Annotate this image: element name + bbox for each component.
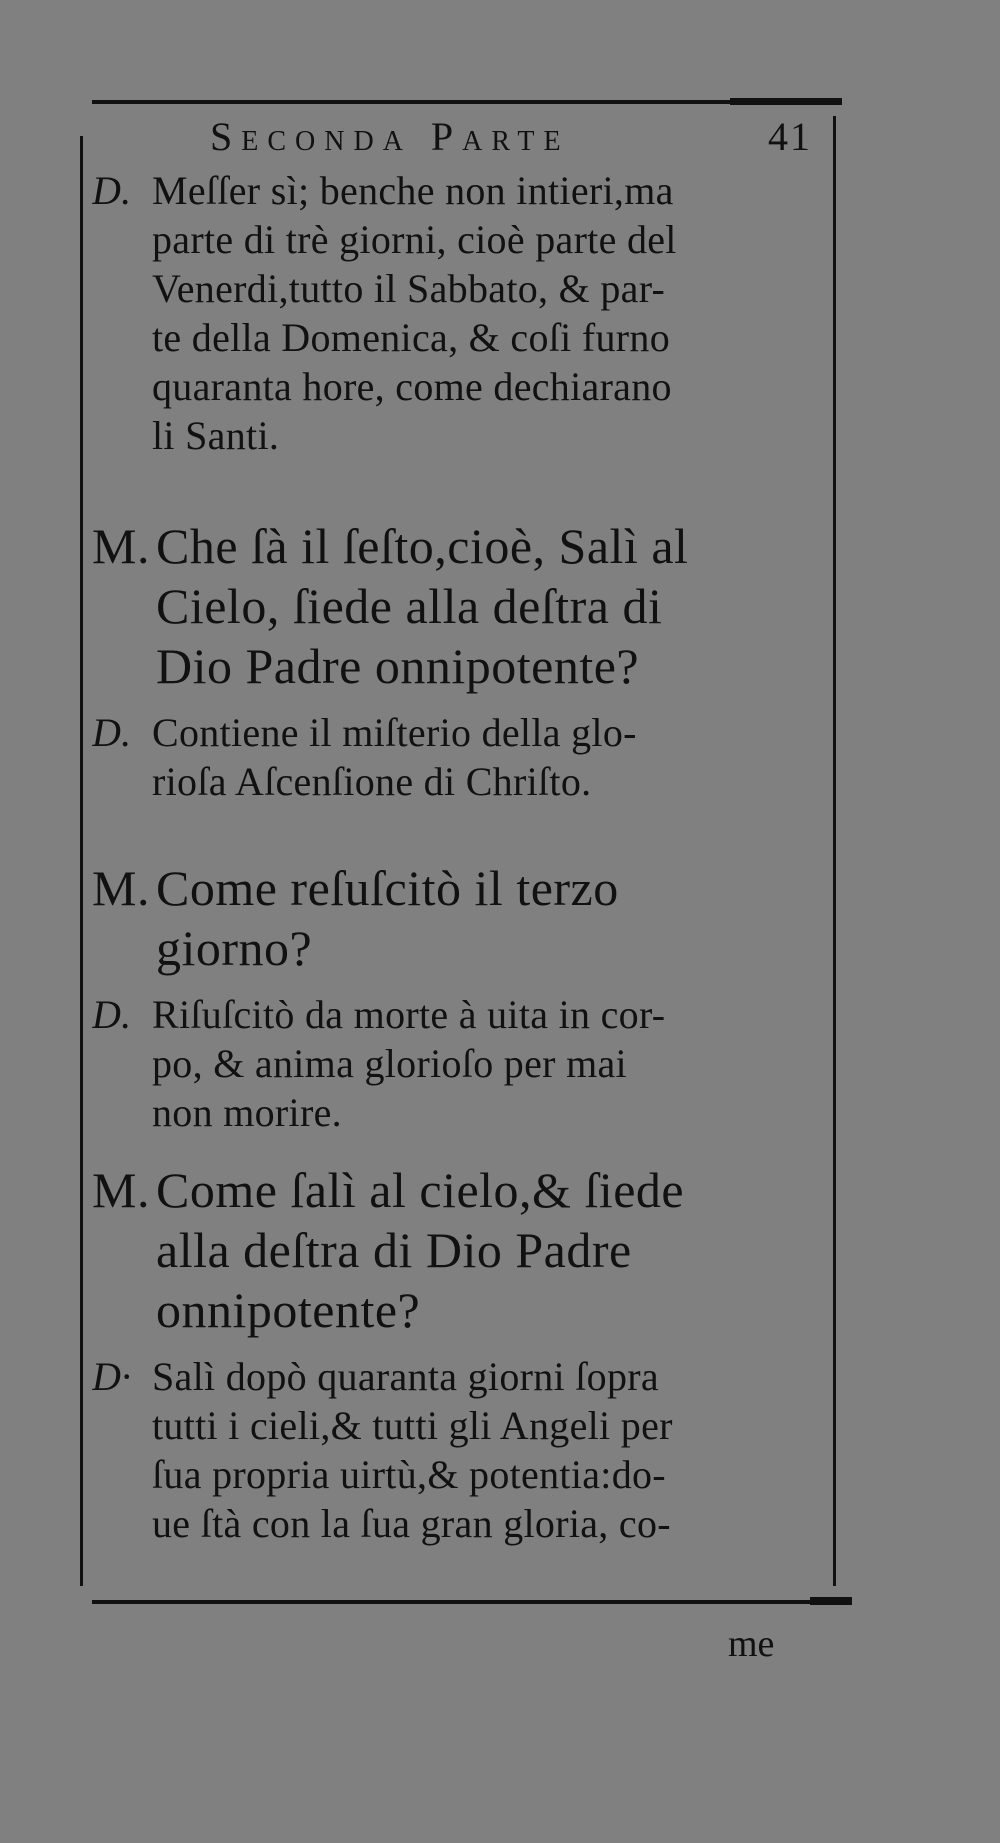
answer-block (92, 708, 830, 806)
speaker-label: D. (92, 992, 132, 1037)
line-text: quaranta hore, come dechiarano (152, 364, 672, 409)
line-text: Cielo, ſiede alla deſtra di (156, 578, 663, 634)
line-text: Meſſer sì; benche non intieri,ma (152, 168, 674, 213)
line-text: Che ſà il ſeſto,cioè, Salì al (156, 518, 689, 574)
text-line (92, 1280, 830, 1340)
text-line (92, 1039, 830, 1088)
text-line (92, 576, 830, 636)
text-line (92, 990, 830, 1039)
speaker-label: M. (92, 1162, 150, 1218)
line-text: tutti i cieli,& tutti gli Angeli per (152, 1403, 673, 1448)
left-margin-rule (80, 136, 83, 1586)
line-text: Dio Padre onnipotente? (156, 638, 640, 694)
line-text: Come ſalì al cielo,& ſiede (156, 1162, 685, 1218)
line-text: ue ſtà con la ſua gran gloria, co- (152, 1501, 671, 1546)
running-title-text: Seconda Parte (210, 114, 570, 159)
line-text: Come reſuſcitò il terzo (156, 860, 619, 916)
line-text: Salì dopò quaranta giorni ſopra (152, 1354, 659, 1399)
text-line (92, 708, 830, 757)
running-title (210, 112, 830, 162)
text-line (92, 757, 830, 806)
answer-block (92, 166, 830, 460)
text-line (92, 1499, 830, 1548)
speaker-label: M. (92, 860, 150, 916)
speaker-label: M. (92, 518, 150, 574)
line-text: te della Domenica, & coſi furno (152, 315, 671, 360)
line-text: li Santi. (152, 413, 280, 458)
speaker-label: D. (92, 710, 132, 755)
text-line (92, 362, 830, 411)
answer-block (92, 1352, 830, 1548)
line-text: onnipotente? (156, 1282, 421, 1338)
line-text: non morire. (152, 1090, 342, 1135)
text-line (92, 918, 830, 978)
text-line (92, 1450, 830, 1499)
page-number: 41 (768, 114, 812, 159)
catchword: me (728, 1623, 775, 1665)
answer-block (92, 990, 830, 1137)
text-line (92, 858, 830, 918)
line-text: Venerdi,tutto il Sabbato, & par- (152, 266, 666, 311)
text-line (92, 636, 830, 696)
text-line (92, 1401, 830, 1450)
bottom-rule (92, 1600, 850, 1604)
text-line (92, 1160, 830, 1220)
text-line (92, 313, 830, 362)
right-margin-rule (833, 116, 836, 1586)
text-line (92, 1088, 830, 1137)
text-line (92, 516, 830, 576)
line-text: po, & anima glorioſo per mai (152, 1041, 627, 1086)
text-line (92, 1220, 830, 1280)
line-text: ſua propria uirtù,& potentia:do- (152, 1452, 666, 1497)
line-text: giorno? (156, 920, 313, 976)
speaker-label: D· (92, 1354, 132, 1399)
line-text: Contiene il miſterio della glo- (152, 710, 637, 755)
bottom-rule-thick-end (810, 1597, 852, 1605)
question-block (92, 516, 830, 696)
text-line (92, 411, 830, 460)
line-text: rioſa Aſcenſione di Chriſto. (152, 759, 592, 804)
text-line (92, 1352, 830, 1401)
line-text: parte di trè giorni, cioè parte del (152, 217, 677, 262)
line-text: alla deſtra di Dio Padre (156, 1222, 632, 1278)
line-text: Riſuſcitò da morte à uita in cor- (152, 992, 666, 1037)
question-block (92, 1160, 830, 1340)
text-line (92, 215, 830, 264)
text-line (92, 264, 830, 313)
top-rule-thick-end (730, 98, 842, 105)
text-line (92, 166, 830, 215)
speaker-label: D. (92, 168, 132, 213)
question-block (92, 858, 830, 978)
